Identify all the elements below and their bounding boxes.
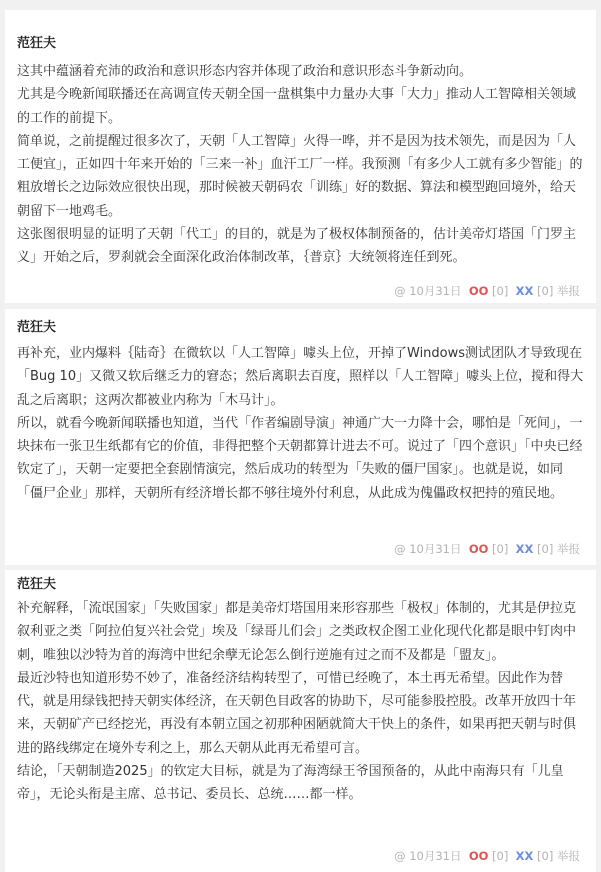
comment-date: 10月31日 xyxy=(409,542,462,556)
at-icon: @ xyxy=(394,284,406,298)
oo-vote-button[interactable]: OO xyxy=(468,849,489,863)
oo-vote-button[interactable]: OO xyxy=(468,542,489,556)
comment-card xyxy=(5,570,596,872)
comment-author[interactable]: 范狂夫 xyxy=(17,320,57,335)
comment-paragraph: 简单说，之前提醒过很多次了，天朝「人工智障」火得一哗，并不是因为技术领先，而是因为「人工便宜」，正如四十年来开始的「三来一补」血汗工厂一样。我预测「有多少人工就有多少智能」的粗放增长之边际效应很快出现，那时候被天朝码农「训练」好的数据、算法和模型跑回境外，给天朝留下一地鸡毛。 xyxy=(17,133,583,219)
comment-date: 10月31日 xyxy=(409,849,462,863)
oo-count: [0] xyxy=(492,849,509,863)
report-link[interactable]: 举报 xyxy=(557,849,580,863)
xx-vote-button[interactable]: XX xyxy=(515,284,534,298)
comment-body xyxy=(17,60,586,270)
comment-author[interactable]: 范狂夫 xyxy=(17,36,57,51)
xx-count: [0] xyxy=(537,849,554,863)
comment-paragraph: 这张图很明显的证明了天朝「代工」的目的，就是为了极权体制预备的，估计美帝灯塔国「门罗主义」开始之后，罗刹就会全面深化政治体制改革，｛普京｝大统领将连任到死。 xyxy=(17,227,577,266)
xx-vote-button[interactable]: XX xyxy=(515,849,534,863)
comment-paragraph: 所以，就看今晚新闻联播也知道，当代「作者编剧导演」神通广大一力降十会，哪怕是「死间」，一块抹布一张卫生纸都有它的价值，非得把整个天朝都算计进去不可。说过了「四个意识」「中央已经钦定了」，天朝一定要把全套剧情演完，然后成功的转型为「失败的僵尸国家」。也就是说，如同「僵尸企业」那样，天朝所有经济增长都不够往境外付利息，从此成为傀儡政权把持的殖民地。 xyxy=(17,415,583,501)
xx-count: [0] xyxy=(537,542,554,556)
comment-meta xyxy=(394,541,580,557)
comment-meta xyxy=(394,283,580,299)
comment-card xyxy=(5,309,596,565)
comment-paragraph: 最近沙特也知道形势不妙了，准备经济结构转型了，可惜已经晚了，本土再无希望。因此作为替代，就是用绿钱把持天朝实体经济，在天朝色目政客的协助下，尽可能参股控股。改革开放四十年来，天朝矿产已经挖光，再没有本朝立国之初那种困陋就简大干快上的条件，如果再把天朝与时俱进的路线绑定在境外专利之上，那么天朝从此再无希望可言。 xyxy=(17,670,577,756)
oo-count: [0] xyxy=(492,542,509,556)
report-link[interactable]: 举报 xyxy=(557,542,580,556)
comment-date: 10月31日 xyxy=(409,284,462,298)
comment-paragraph: 结论，「天朝制造2025」的钦定大目标，就是为了海湾绿王爷国预备的，从此中南海只有「儿皇帝」，无论头衔是主席、总书记、委员长、总统……都一样。 xyxy=(17,764,564,803)
comment-body xyxy=(17,342,586,505)
comment-body xyxy=(17,597,586,807)
at-icon: @ xyxy=(394,849,406,863)
xx-count: [0] xyxy=(537,284,554,298)
comment-paragraph: 补充解释，「流氓国家」「失败国家」都是美帝灯塔国用来形容那些「极权」体制的，尤其是伊拉克叙利亚之类「阿拉伯复兴社会党」埃及「绿哥儿们会」之类政权企图工业化现代化都是眼中钉肉中刺，唯独以沙特为首的海湾中世纪余孽无论怎么倒行逆施有过之而不及都是「盟友」。 xyxy=(17,601,577,663)
xx-vote-button[interactable]: XX xyxy=(515,542,534,556)
comment-paragraph: 尤其是今晚新闻联播还在高调宣传天朝全国一盘棋集中力量办大事「大力」推动人工智障相关领域的工作的前提下。 xyxy=(17,87,577,126)
at-icon: @ xyxy=(394,542,406,556)
comment-card xyxy=(5,10,596,303)
oo-vote-button[interactable]: OO xyxy=(468,284,489,298)
oo-count: [0] xyxy=(492,284,509,298)
comment-paragraph: 再补充，业内爆料｛陆奇｝在微软以「人工智障」噱头上位，开掉了Windows测试团队才导致现在「Bug 10」又微又软后继乏力的窘态；然后离职去百度，照样以「人工智障」噱头上位，搅和得大乱之后离职；这两次都被业内称为「木马计」。 xyxy=(17,346,584,408)
comment-meta xyxy=(394,848,580,864)
comment-paragraph: 这其中蕴涵着充沛的政治和意识形态内容并体现了政治和意识形态斗争新动向。 xyxy=(17,64,473,79)
comment-author[interactable]: 范狂夫 xyxy=(17,577,57,592)
report-link[interactable]: 举报 xyxy=(557,284,580,298)
